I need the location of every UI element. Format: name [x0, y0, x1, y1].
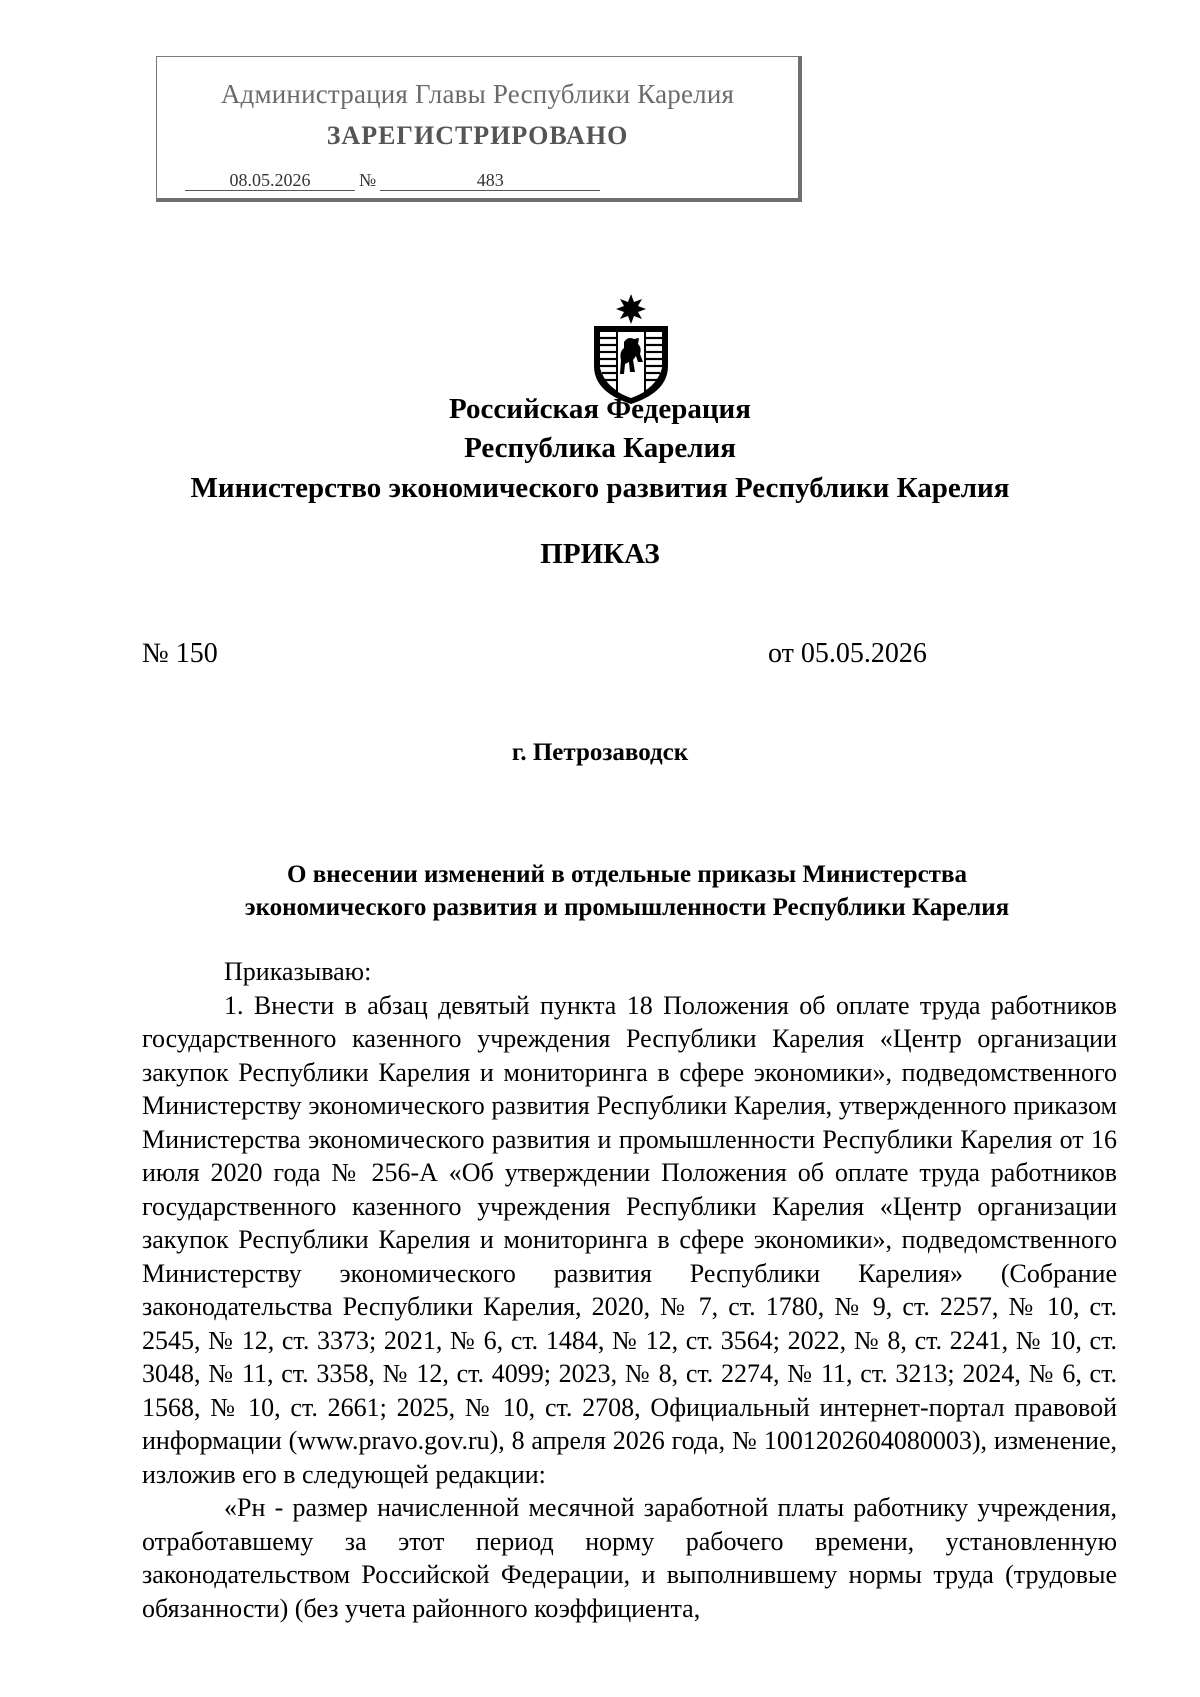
stamp-status: ЗАРЕГИСТРИРОВАНО: [326, 121, 629, 150]
subject-line-2: экономического развития и промышленности Республики Карелия: [244, 894, 1010, 921]
order-date: от 05.05.2026: [768, 638, 927, 669]
region-title: Республика Карелия: [464, 432, 736, 464]
ministry-title: Министерство экономического развития Республики Карелия: [190, 472, 1010, 504]
stamp-date: 08.05.2026: [185, 170, 355, 191]
document-type: ПРИКАЗ: [540, 538, 660, 570]
stamp-number: 483: [380, 170, 600, 191]
stamp-registration-line: [185, 170, 600, 191]
country-title: Российская Федерация: [449, 393, 751, 425]
stamp-organization: Администрация Главы Республики Карелия: [220, 79, 735, 109]
order-number: № 150: [142, 638, 218, 669]
subject-line-1: О внесении изменений в отдельные приказы Министерства: [287, 861, 967, 888]
body-item-1: 1. Внести в абзац девятый пункта 18 Положения об оплате труда работников государственного казенного учреждения Республики Карелия «Центр организации закупок Республики Карелия и мониторинга в сфере экономики», подведомственного Министерству экономического развития Республики Карелия, утвержденного приказом Министерства экономического развития и промышленности Республики Карелия от 16 июля 2020 года № 256-А «Об утверждении Положения об оплате труда работников государственного казенного учреждения Республики Карелия «Центр организации закупок Республики Карелия и мониторинга в сфере экономики», подведомственного Министерству экономического развития Республики Карелия» (Собрание законодательства Республики Карелия, 2020, № 7, ст. 1780, № 9, ст. 2257, № 10, ст. 2545, № 12, ст. 3373; 2021, № 6, ст. 1484, № 12, ст. 3564; 2022, № 8, ст. 2241, № 10, ст. 3048, № 11, ст. 3358, № 12, ст. 4099; 2023, № 8, ст. 2274, № 11, ст. 3213; 2024, № 6, ст. 1568, № 10, ст. 2661; 2025, № 10, ст. 2708, Официальный интернет-портал правовой информации (www.pravo.gov.ru), 8 апреля 2026 года, № 1001202604080003), изменение, изложив его в следующей редакции:: [142, 990, 1117, 1489]
registration-stamp: [156, 56, 802, 202]
body-item-2: «Рн - размер начисленной месячной заработной платы работнику учреждения, отработавшему за этот период норму рабочего времени, установленную законодательством Российской Федерации, и выполнившему нормы труда (трудовые обязанности) (без учета районного коэффициента,: [142, 1493, 1117, 1623]
stamp-number-label: №: [359, 170, 377, 190]
order-city: г. Петрозаводск: [511, 739, 689, 766]
body-intro: Приказываю:: [224, 957, 372, 986]
order-body: [142, 955, 1117, 1625]
karelia-coat-of-arms-icon: [586, 292, 676, 406]
order-subject: [142, 858, 1112, 924]
